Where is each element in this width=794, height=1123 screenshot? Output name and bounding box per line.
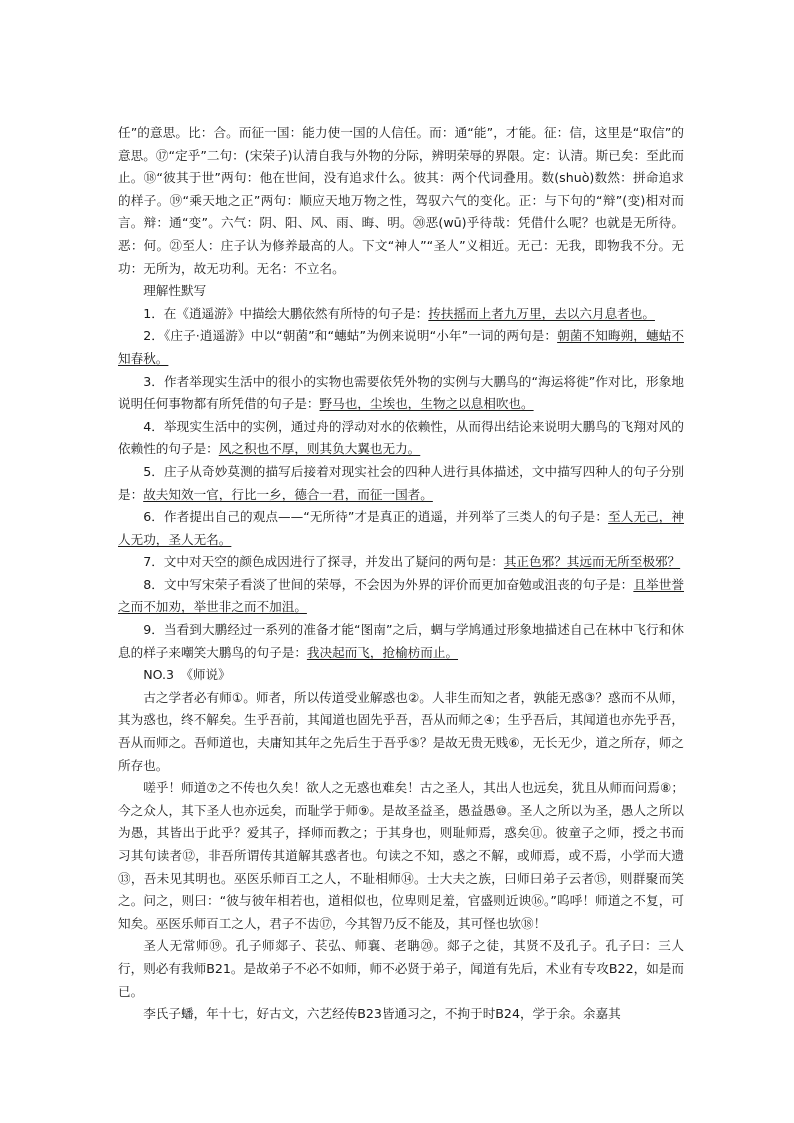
passage-paragraph: 嗟乎！师道⑦之不传也久矣！欲人之无惑也难矣！古之圣人，其出人也远矣，犹且从师而问焉⑧；今之众人，其下圣人也亦远矣，而耻学于师⑨。是故圣益圣，愚益愚⑩。圣人之所以为圣，愚人之所以为愚，其皆出于此乎？爱其子，择师而教之；于其身也，则耻师焉，惑矣⑪。彼童子之师，授之书而习其句读者⑫，非吾所谓传其道解其惑者也。句读之不知，惑之不解，或师焉，或不焉，小学而大遗⑬，吾未见其明也。巫医乐师百工之人，不耻相师⑭。士大夫之族，曰师曰弟子云者⑮，则群聚而笑之。问之，则曰：“彼与彼年相若也，道相似也，位卑则足羞，官盛则近谀⑯。”呜呼！师道之不复，可知矣。巫医乐师百工之人，君子不齿⑰，今其智乃反不能及，其可怪也欤⑱！	[118, 780, 684, 931]
question-text: 8．文中写宋荣子看淡了世间的荣辱，不会因为外界的评价而更加奋勉或沮丧的句子是：	[143, 576, 634, 592]
answer-text: 至人无己，神人无功，圣人无名。	[118, 509, 685, 547]
passage-paragraph: 古之学者必有师①。师者，所以传道受业解惑也②。人非生而知之者，孰能无惑③？惑而不从师，其为惑也，终不解矣。生乎吾前，其闻道也固先乎吾，吾从而师之④；生乎吾后，其闻道也亦先乎吾，吾从而师之。吾师道也，夫庸知其年之先后生于吾乎⑤？是故无贵无贱⑥，无长无少，道之所存，师之所存也。	[118, 689, 684, 773]
section-title: 理解性默写	[143, 283, 207, 299]
question-item	[118, 551, 684, 574]
answer-text: 我决起而飞，抢榆枋而止。	[306, 644, 459, 660]
document-page	[118, 122, 684, 1026]
question-item	[118, 371, 684, 416]
question-item	[118, 461, 684, 506]
annotation-notes: 任”的意思。比：合。而征一国：能力使一国的人信任。而：通“能”，才能。征：信，这里是“取信”的意思。⑰“定乎”二句：(宋荣子)认清自我与外物的分际，辨明荣辱的界限。定：认清。斯已矣：至此而止。⑱“彼其于世”两句：他在世间，没有追求什么。彼其：两个代词叠用。数(shuò)数然：拼命追求的样子。⑲“乘天地之正”两句：顺应天地万物之性，驾驭六气的变化。正：与下句的“辩”(变)相对而言。辩：通“变”。六气：阴、阳、风、雨、晦、明。⑳恶(wū)乎待哉：凭借什么呢？也就是无所待。恶：何。㉑至人：庄子认为修养最高的人。下文“神人”“圣人”义相近。无己：无我，即物我不分。无功：无所为，故无功利。无名：不立名。	[118, 125, 684, 276]
answer-text: 其正色邪？其远而无所至极邪？	[503, 554, 681, 570]
question-item	[118, 619, 684, 664]
question-text: 7．文中对天空的颜色成因进行了探寻，并发出了疑问的两句是：	[143, 554, 504, 570]
answer-text: 野马也，尘埃也，生物之以息相吹也。	[319, 396, 534, 412]
question-item	[118, 416, 684, 461]
passage-paragraph: 圣人无常师⑲。孔子师郯子、苌弘、师襄、老聃⑳。郯子之徒，其贤不及孔子。孔子曰：三人行，则必有我师B21。是故弟子不必不如师，师不必贤于弟子，闻道有先后，术业有专攻B22，如是而已。	[118, 938, 684, 999]
question-text: 2．《庄子·逍遥游》中以“朝菌”和“蟪蛄”为例来说明“小年”一词的两句是：	[143, 328, 558, 344]
answer-text: 风之积也不厚，则其负大翼也无力。	[218, 441, 421, 457]
question-text: 9．当看到大鹏经过一系列的准备才能“图南”之后，蜩与学鸠通过形象地描述自己在林中飞行和休息的样子来嘲笑大鹏鸟的句子是：	[118, 622, 684, 660]
question-text: 3．作者举现实生活中的很小的实物也需要依凭外物的实例与大鹏鸟的“海运将徙”作对比，形象地说明任何事物都有所凭借的句子是：	[118, 373, 684, 412]
question-item	[118, 574, 684, 619]
question-text: 5．庄子从奇妙莫测的描写后接着对现实社会的四种人进行具体描述，文中描写四种人的句子分别是：	[118, 463, 684, 502]
lesson-title: NO.3 《师说》	[143, 667, 231, 683]
question-text: 1．在《逍遥游》中描绘大鹏依然有所恃的句子是：	[143, 305, 429, 321]
question-item	[118, 303, 684, 326]
question-text: 6．作者提出自己的观点——“无所待”才是真正的逍遥，并列举了三类人的句子是：	[143, 509, 609, 525]
answer-text: 朝菌不知晦朔，蟪蛄不知春秋。	[118, 328, 684, 366]
answer-text: 且举世誉之而不加劝，举世非之而不加沮。	[118, 576, 685, 615]
answer-text: 故夫知效一官，行比一乡，德合一君，而征一国者。	[143, 486, 433, 502]
question-item	[118, 506, 684, 551]
answer-text: 抟扶摇而上者九万里，去以六月息者也。	[428, 305, 655, 321]
question-text: 4．举现实生活中的实例，通过舟的浮动对水的依赖性，从而得出结论来说明大鹏鸟的飞翔对风的依赖性的句子是：	[118, 418, 684, 457]
question-item	[118, 325, 684, 370]
passage-paragraph: 李氏子蟠，年十七，好古文，六艺经传B23皆通习之，不拘于时B24，学于余。余嘉其	[143, 1006, 621, 1022]
